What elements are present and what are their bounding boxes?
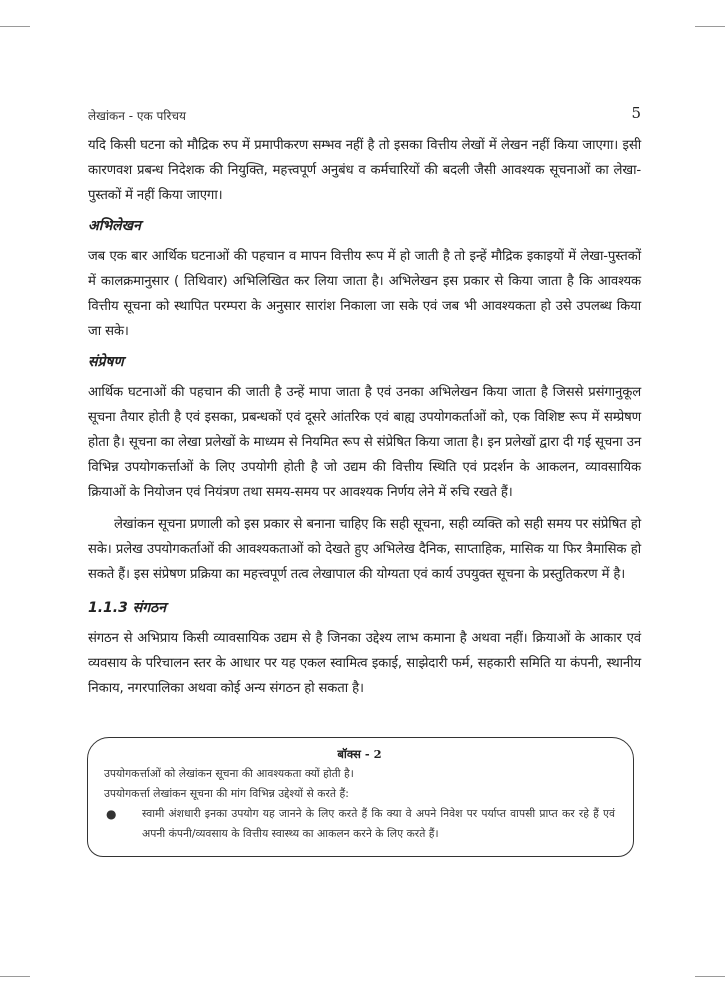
box-intro: उपयोगकर्त्ता लेखांकन सूचना की मांग विभिन्न उद्देश्यों से करते हैं:: [104, 787, 349, 800]
box-question: उपयोगकर्त्ताओं को लेखांकन सूचना की आवश्यकता क्यों होती है।: [104, 767, 354, 780]
paragraph-monetary-measurement: यदि किसी घटना को मौद्रिक रुप में प्रमापीकरण सम्भव नहीं है तो इसका वित्तीय लेखों में लेखन नहीं किया जाएगा। इसी कारणवश प्रबन्ध निदेशक की नियुक्ति, महत्त्वपूर्ण अनुबंध व कर्मचारियों की बदली जैसी आवश्यक सूचनाओं का लेखा-पुस्तकों में नहीं किया जाएगा।: [88, 138, 641, 203]
bullet-icon: ●: [106, 807, 117, 821]
page-number: 5: [631, 104, 641, 122]
crop-mark-bottom-right: [695, 976, 725, 977]
paragraph-communication: आर्थिक घटनाओं की पहचान की जाती है उन्हें मापा जाता है एवं उनका अभिलेखन किया जाता है जिससे प्रसंगानुकूल सूचना तैयार होती है एवं इसका, प्रबन्धकों एवं दूसरे आंतरिक एवं बाह्य उपयोगकर्ताओं को, एक विशिष्ट रूप में सम्प्रेषण होता है। सूचना का लेखा प्रलेखों के माध्यम से नियमित रूप से संप्रेषित किया जाता है। इन प्रलेखों द्वारा दी गई सूचना उन विभिन्न उपयोगकर्त्ताओं के लिए उपयोगी होती है जो उद्यम की वित्तीय स्थिति एवं प्रदर्शन के आकलन, व्यावसायिक क्रियाओं के नियोजन एवं नियंत्रण तथा समय-समय पर आवश्यक निर्णय लेने में रुचि रखते हैं।: [88, 385, 641, 500]
heading-recording: अभिलेखन: [88, 218, 141, 234]
info-box: [87, 737, 634, 857]
box-bullet-item: [104, 804, 615, 844]
paragraph-communication-system: लेखांकन सूचना प्रणाली को इस प्रकार से बनाना चाहिए कि सही सूचना, सही व्यक्ति को सही समय पर संप्रेषित हो सके। प्रलेख उपयोगकर्ताओं की आवश्यकताओं को देखते हुए अभिलेख दैनिक, साप्ताहिक, मासिक या फिर त्रैमासिक हो सकते हैं। इस संप्रेषण प्रक्रिया का महत्त्वपूर्ण तत्व लेखापाल की योग्यता एवं कार्य उपयुक्त सूचना के प्रस्तुतिकरण में है।: [88, 517, 641, 582]
paragraph-recording: जब एक बार आर्थिक घटनाओं की पहचान व मापन वित्तीय रूप में हो जाती है तो इन्हें मौद्रिक इकाइयों में लेखा-पुस्तकों में कालक्रमानुसार ( तिथिवार) अभिलिखित कर लिया जाता है। अभिलेखन इस प्रकार से किया जाता है कि आवश्यक वित्तीय सूचना को स्थापित परम्परा के अनुसार सारांश निकाला जा सके एवं जब भी आवश्यकता हो उसे उपलब्ध किया जा सके।: [88, 249, 641, 339]
paragraph-organisation: संगठन से अभिप्राय किसी व्यावसायिक उद्यम से है जिनका उद्देश्य लाभ कमाना है अथवा नहीं। क्रियाओं के आकार एवं व्यवसाय के परिचालन स्तर के आधार पर यह एकल स्वामित्व इकाई, साझेदारी फर्म, सहकारी समिति या कंपनी, स्थानीय निकाय, नगरपालिका अथवा कोई अन्य संगठन हो सकता है।: [88, 631, 641, 696]
running-header-title: लेखांकन - एक परिचय: [88, 109, 186, 123]
box-title: बॉक्स - 2: [337, 747, 382, 761]
crop-mark-top-left: [0, 26, 30, 27]
page-body: [88, 133, 641, 701]
bullet-text: स्वामी अंशधारी इनका उपयोग यह जानने के लिए करते हैं कि क्या वे अपने निवेश पर पर्याप्त वापसी प्राप्त कर रहे हैं एवं अपनी कंपनी/व्यवसाय के वित्तीय स्वास्थ्य का आकलन करने के लिए करते हैं।: [142, 807, 615, 840]
running-header: [88, 104, 641, 124]
heading-communication: संप्रेषण: [88, 354, 124, 370]
crop-mark-bottom-left: [0, 976, 30, 977]
crop-mark-top-right: [695, 26, 725, 27]
heading-organisation: 1.1.3 संगठन: [88, 600, 166, 616]
